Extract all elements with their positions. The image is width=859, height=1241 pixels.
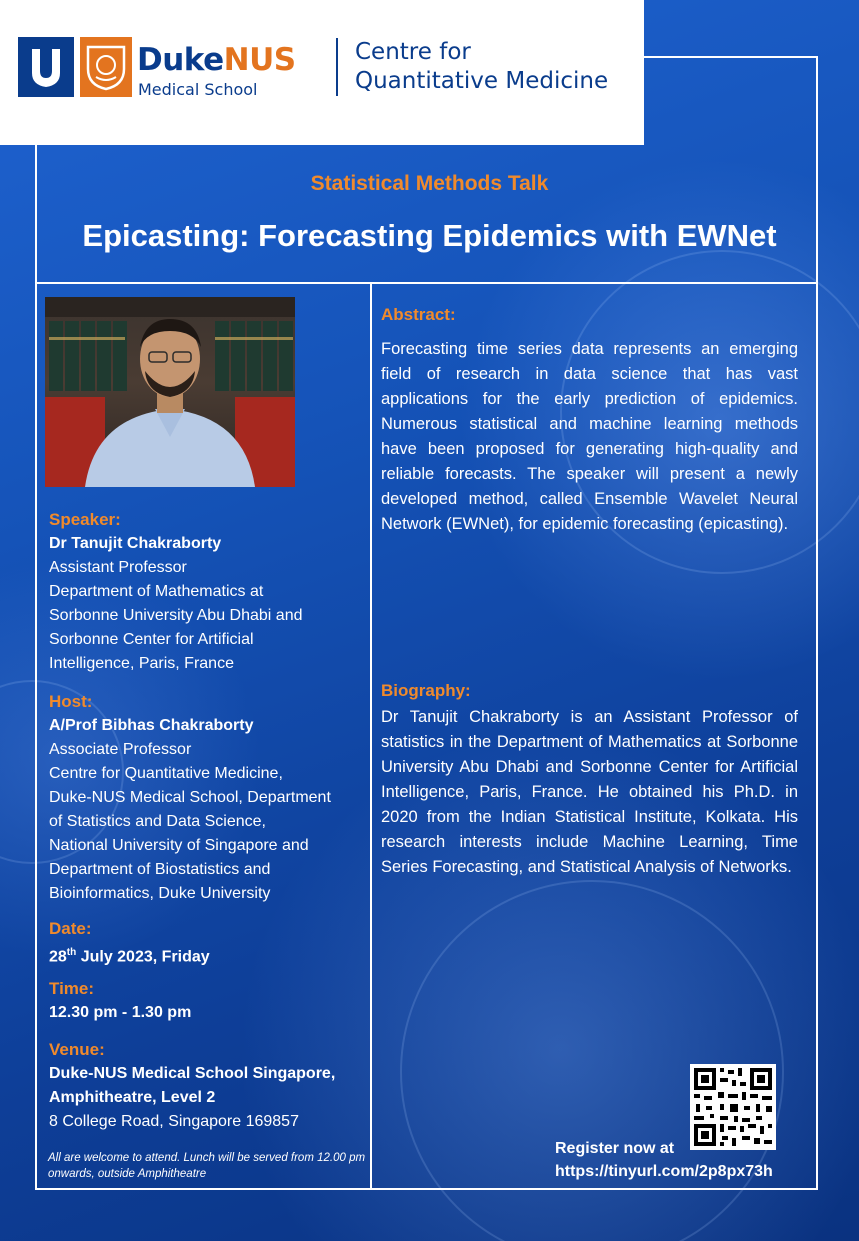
time-value: 12.30 pm - 1.30 pm <box>49 1004 192 1021</box>
frame-left-line <box>35 145 37 1190</box>
biography-label: Biography: <box>381 681 471 700</box>
host-line: Bioinformatics, Duke University <box>49 885 271 902</box>
host-section <box>49 690 369 906</box>
speaker-line: Department of Mathematics at <box>49 583 264 600</box>
registration-info <box>555 1137 773 1183</box>
frame-top-right-line <box>644 56 818 58</box>
biography-text: Dr Tanujit Chakraborty is an Assistant Professor of statistics in the Department of Mathematics at Sorbonne University Abu Dhabi and Sorbonne Center for Artificial Intelligence, Paris, France. He obtained his Ph.D. in 2020 from the Indian Statistical Institute, Kolkata. His research interests include Machine Learning, Time Series Forecasting, and Statistical Analysis of Networks. <box>381 708 798 876</box>
frame-title-divider <box>35 282 818 284</box>
attendance-note: All are welcome to attend. Lunch will be served from 12.00 pm onwards, outside Amphitheatre <box>48 1152 366 1180</box>
centre-line-1: Centre for <box>355 39 471 65</box>
abstract-section <box>381 302 798 537</box>
host-line: Centre for Quantitative Medicine, <box>49 765 283 782</box>
date-suffix: th <box>66 947 77 958</box>
frame-bottom-line <box>35 1188 818 1190</box>
frame-column-divider <box>370 282 372 1190</box>
venue-line-1: Duke-NUS Medical School Singapore, <box>49 1065 336 1082</box>
speaker-line: Intelligence, Paris, France <box>49 655 234 672</box>
centre-line-2: Quantitative Medicine <box>355 68 609 94</box>
host-line: Department of Biostatistics and <box>49 861 271 878</box>
date-section <box>49 917 369 969</box>
talk-series: Statistical Methods Talk <box>310 172 549 195</box>
date-day: 28 <box>49 948 67 966</box>
host-line: Duke-NUS Medical School, Department <box>49 789 331 806</box>
speaker-name: Dr Tanujit Chakraborty <box>49 535 222 552</box>
abstract-label: Abstract: <box>381 305 456 324</box>
abstract-text: Forecasting time series data represents an emerging field of research in data science that has vast applications for the early prediction of epidemics. Numerous statistical and machine learning methods have been proposed for generating high-quality and reliable forecasts. The speaker will present a newly developed method, called Ensemble Wavelet Neural Network (EWNet), for epidemic forecasting (epicasting). <box>381 340 798 533</box>
host-line: of Statistics and Data Science, <box>49 813 266 830</box>
speaker-line: Sorbonne Center for Artificial <box>49 631 254 648</box>
date-rest: July 2023, Friday <box>76 948 210 966</box>
register-link[interactable]: https://tinyurl.com/2p8px73h <box>555 1163 773 1180</box>
header-divider <box>336 38 338 96</box>
speaker-line: Sorbonne University Abu Dhabi and <box>49 607 303 624</box>
logo-subtitle: Medical School <box>138 80 258 99</box>
biography-section <box>381 678 798 880</box>
logo-nus-text: NUS <box>223 42 296 78</box>
venue-line-2: Amphitheatre, Level 2 <box>49 1089 216 1106</box>
talk-title: Epicasting: Forecasting Epidemics with EWNet <box>82 218 777 253</box>
host-line: National University of Singapore and <box>49 837 309 854</box>
logo-wordmark <box>137 42 296 78</box>
date-label: Date: <box>49 919 92 938</box>
host-label: Host: <box>49 692 93 711</box>
venue-section <box>49 1038 369 1134</box>
host-name: A/Prof Bibhas Chakraborty <box>49 717 254 734</box>
time-section <box>49 977 369 1025</box>
background-virus-shape <box>400 880 784 1241</box>
venue-line-3: 8 College Road, Singapore 169857 <box>49 1113 299 1130</box>
speaker-photo <box>45 297 295 487</box>
venue-label: Venue: <box>49 1040 105 1059</box>
speaker-section <box>49 508 369 676</box>
date-value <box>49 941 369 969</box>
nus-crest-logo <box>80 37 132 97</box>
duke-shield-logo <box>18 37 74 97</box>
time-label: Time: <box>49 979 95 998</box>
host-line: Associate Professor <box>49 741 192 758</box>
speaker-label: Speaker: <box>49 510 121 529</box>
register-label: Register now at <box>555 1140 675 1157</box>
header <box>0 0 644 145</box>
speaker-line: Assistant Professor <box>49 559 187 576</box>
logo-duke-text: Duke <box>137 42 224 78</box>
centre-name <box>355 38 608 96</box>
